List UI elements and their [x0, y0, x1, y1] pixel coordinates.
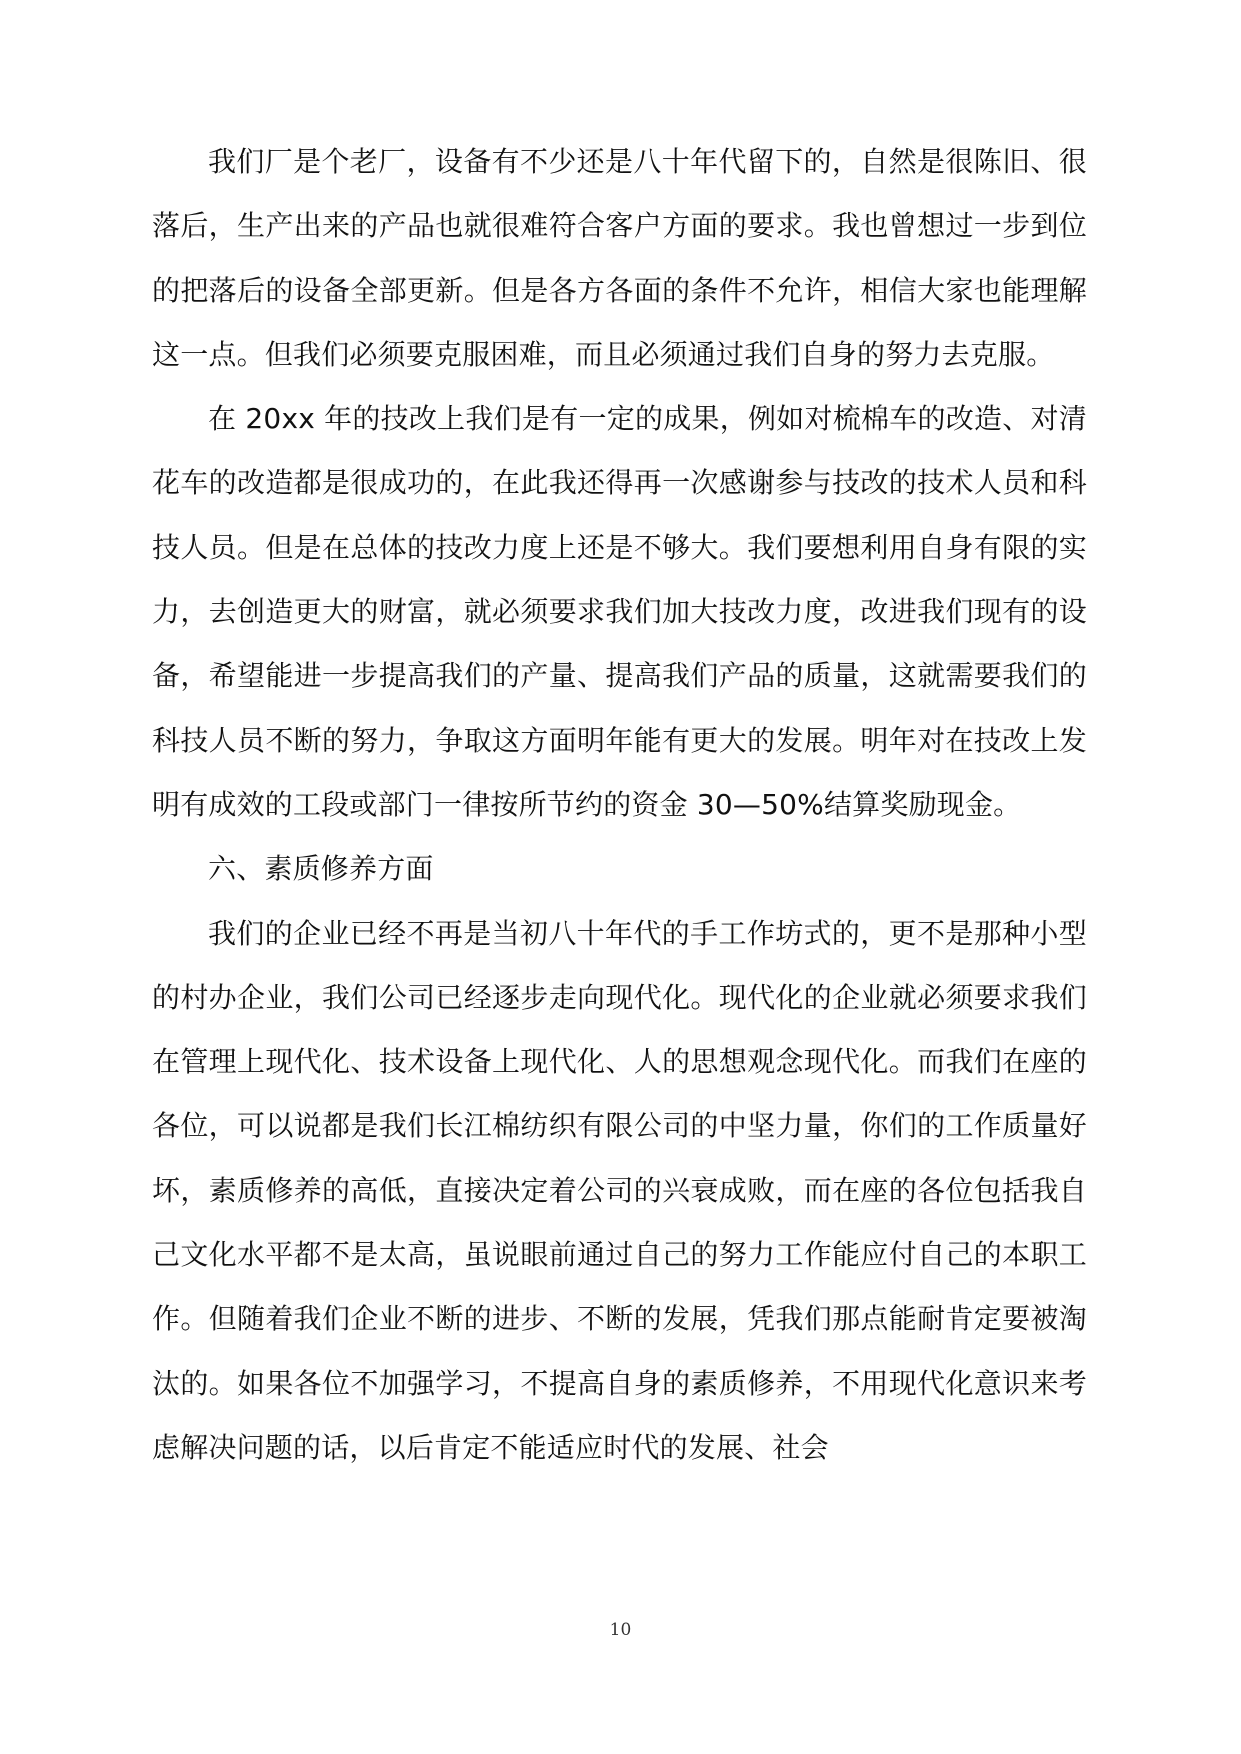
document-body [152, 130, 1087, 1480]
paragraph-quality-cultivation: 我们的企业已经不再是当初八十年代的手工作坊式的，更不是那种小型的村办企业，我们公司已经逐步走向现代化。现代化的企业就必须要求我们在管理上现代化、技术设备上现代化、人的思想观念现代化。而我们在座的各位，可以说都是我们长江棉纺织有限公司的中坚力量，你们的工作质量好坏，素质修养的高低，直接决定着公司的兴衰成败，而在座的各位包括我自己文化水平都不是太高，虽说眼前通过自己的努力工作能应付自己的本职工作。但随着我们企业不断的进步、不断的发展，凭我们那点能耐肯定要被淘汰的。如果各位不加强学习，不提高自身的素质修养，不用现代化意识来考虑解决问题的话，以后肯定不能适应时代的发展、社会 [152, 916, 1087, 1464]
page-number: 10 [609, 1620, 632, 1640]
paragraph-equipment: 我们厂是个老厂，设备有不少还是八十年代留下的，自然是很陈旧、很落后，生产出来的产品也就很难符合客户方面的要求。我也曾想过一步到位的把落后的设备全部更新。但是各方各面的条件不允许，相信大家也能理解这一点。但我们必须要克服困难，而且必须通过我们自身的努力去克服。 [152, 145, 1087, 371]
paragraph-technical-reform: 在 20xx 年的技改上我们是有一定的成果，例如对梳棉车的改造、对清花车的改造都是很成功的，在此我还得再一次感谢参与技改的技术人员和科技人员。但是在总体的技改力度上还是不够大。我们要想利用自身有限的实力，去创造更大的财富，就必须要求我们加大技改力度，改进我们现有的设备，希望能进一步提高我们的产量、提高我们产品的质量，这就需要我们的科技人员不断的努力，争取这方面明年能有更大的发展。明年对在技改上发明有成效的工段或部门一律按所节约的资金 30—50%结算奖励现金。 [152, 402, 1087, 821]
section-heading: 六、素质修养方面 [208, 852, 434, 886]
